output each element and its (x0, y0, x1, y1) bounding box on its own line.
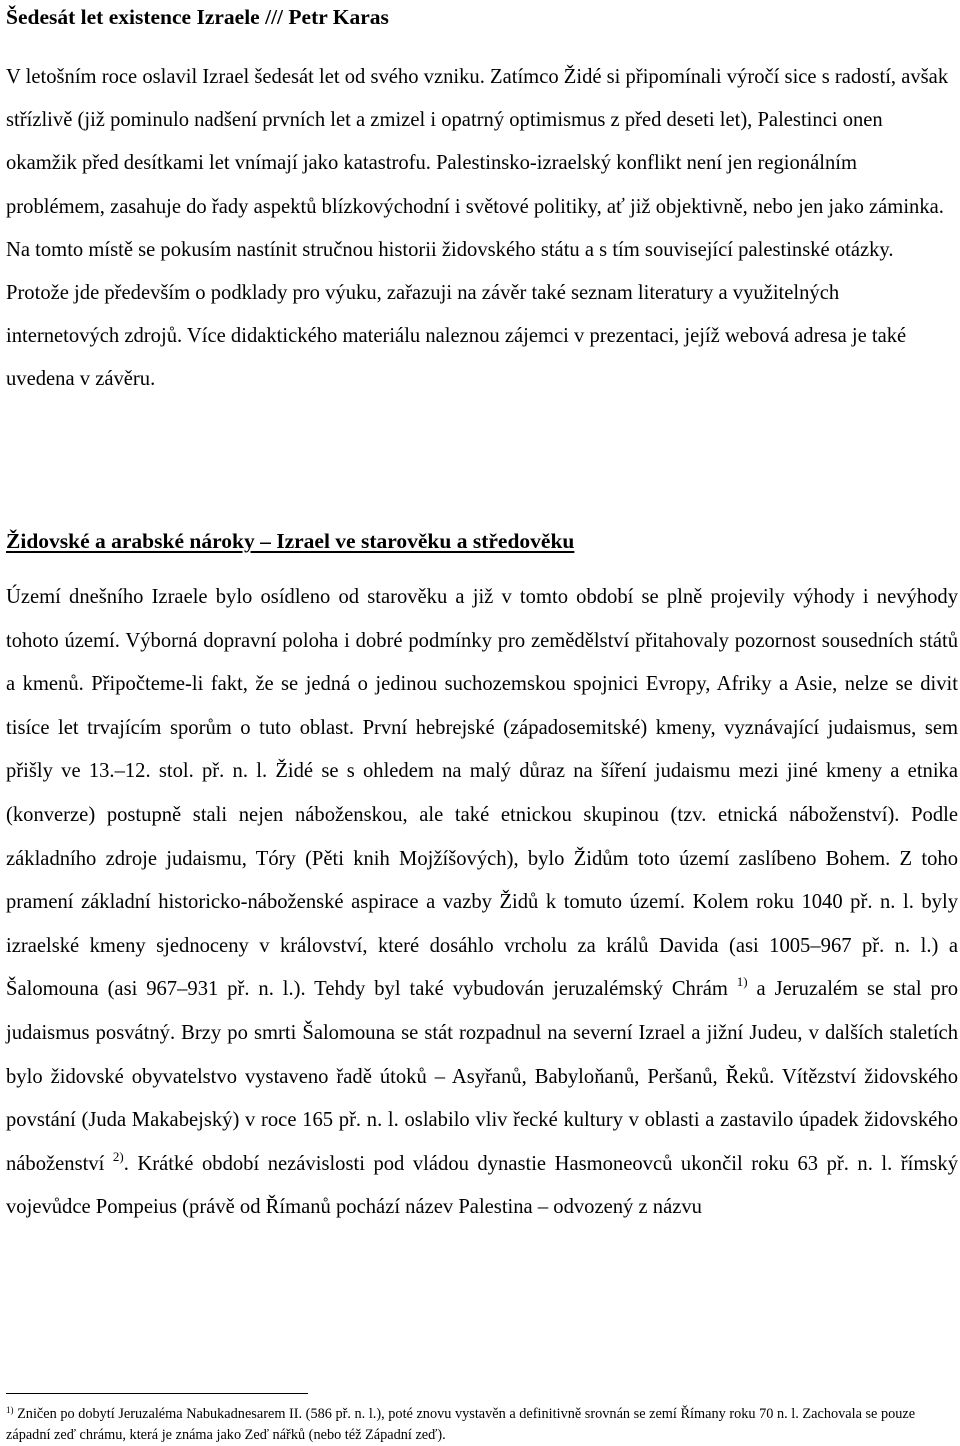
document-title: Šedesát let existence Izraele /// Petr Karas (6, 5, 389, 29)
footnote-mark: 1) (6, 1405, 14, 1415)
footnote-reference-2: 2) (112, 1148, 124, 1164)
body-paragraph (6, 576, 958, 1230)
body-text-part-1: Území dnešního Izraele bylo osídleno od starověku a již v tomto období se plně projevily výhody i nevýhody tohoto území. Výborná dopravní poloha i dobré podmínky pro zemědělství přitahovaly pozornost sousedních států a kmenů. Připočteme-li fakt, že se jedná o jedinou suchozemskou spojnici Evropy, Afriky a Asie, nelze se divit tisíce let trvajícím sporům o tuto oblast. První hebrejské (západosemitské) kmeny, vyznávající judaismus, sem přišly ve 13.–12. stol. př. n. l. Židé se s ohledem na malý důraz na šíření judaismu mezi jiné kmeny a etnika (konverze) postupně stali nejen náboženskou, ale také etnickou skupinou (tzv. etnická náboženství). Podle základního zdroje judaismu, Tóry (Pěti knih Mojžíšových), bylo Židům toto území zaslíbeno Bohem. Z toho pramení základní historicko-náboženské aspirace a vazby Židů k tomuto území. Kolem roku 1040 př. n. l. byly izraelské kmeny sjednoceny v království, které dosáhlo vrcholu za králů Davida (asi 1005–967 př. n. l.) a Šalomouna (asi 967–931 př. n. l.). Tehdy byl také vybudován jeruzalémský Chrám (6, 586, 958, 1001)
footnote-reference-1: 1) (736, 974, 748, 990)
body-text-part-2: a Jeruzalém se stal pro judaismus posvátný. Brzy po smrti Šalomouna se stát rozpadnul na severní Izrael a jižní Judeu, v dalších staletích bylo židovské obyvatelstvo vystaveno řadě útoků – Asyřanů, Babyloňanů, Peršanů, Řeků. Vítězství židovského povstání (Juda Makabejský) v roce 165 př. n. l. oslabilo vliv řecké kultury v oblasti a zastavilo úpadek židovského náboženství (6, 978, 959, 1175)
section-heading: Židovské a arabské nároky – Izrael ve starověku a středověku (6, 529, 575, 553)
body-text-part-3: . Krátké období nezávislosti pod vládou dynastie Hasmoneovců ukončil roku 63 př. n. l. římský vojevůdce Pompeius (právě od Římanů pochází název Palestina – odvozený z názvu (6, 1152, 958, 1219)
footnote-1 (6, 1404, 956, 1446)
footnote-separator (6, 1393, 308, 1394)
footnote-text: Zničen po dobytí Jeruzaléma Nabukadnesarem II. (586 př. n. l.), poté znovu vystavěn a definitivně srovnán se zemí Římany roku 70 n. l. Zachovala se pouze západní zeď chrámu, která je známa jako Zeď nářků (nebo též Západní zeď). (6, 1406, 916, 1443)
intro-paragraph: V letošním roce oslavil Izrael šedesát let od svého vzniku. Zatímco Židé si připomínali výročí sice s radostí, avšak střízlivě (již pominulo nadšení prvních let a zmizel i opatrný optimismus z před deseti let), Palestinci onen okamžik před desítkami let vnímají jako katastrofu. Palestinsko-izraelský konflikt není jen regionálním problémem, zasahuje do řady aspektů blízkovýchodní i světové politiky, ať již objektivně, nebo jen jako záminka. Na tomto místě se pokusím nastínit stručnou historii židovského státu a s tím související palestinské otázky. Protože jde především o podklady pro výuku, zařazuji na závěr také seznam literatury a využitelných internetových zdrojů. Více didaktického materiálu naleznou zájemci v prezentaci, jejíž webová adresa je také uvedena v závěru. (6, 66, 949, 391)
